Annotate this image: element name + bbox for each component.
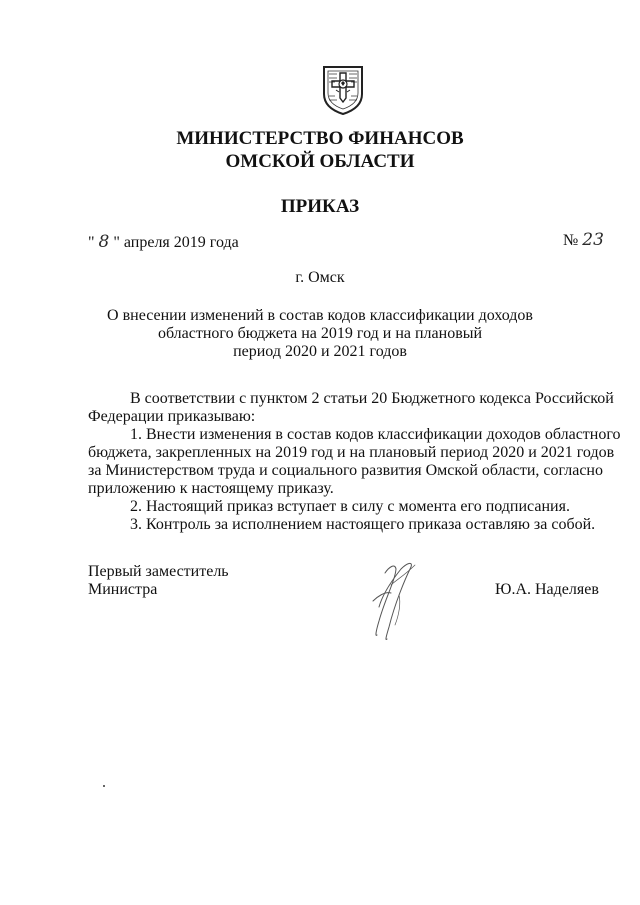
ministry-title-line2: ОМСКОЙ ОБЛАСТИ bbox=[225, 151, 415, 172]
order-date bbox=[88, 232, 239, 253]
order-title: ПРИКАЗ bbox=[280, 196, 360, 217]
coat-of-arms-icon bbox=[321, 64, 365, 116]
body-paragraph-line: В соответствии с пунктом 2 статьи 20 Бюджетного кодекса Российской bbox=[130, 390, 614, 407]
handwritten-signature-icon bbox=[355, 555, 435, 645]
subject-line3: период 2020 и 2021 годов bbox=[233, 343, 407, 360]
body-paragraph-line: бюджета, закрепленных на 2019 год и на плановый период 2020 и 2021 годов bbox=[88, 444, 615, 461]
body-paragraph-line: 3. Контроль за исполнением настоящего приказа оставляю за собой. bbox=[130, 516, 596, 533]
subject-line1: О внесении изменений в состав кодов классификации доходов bbox=[107, 307, 533, 324]
scan-speck bbox=[103, 785, 107, 788]
body-paragraph-line: приложению к настоящему приказу. bbox=[88, 480, 334, 497]
order-number bbox=[563, 230, 604, 251]
date-open-quote: " bbox=[88, 234, 95, 251]
signer-position-line2: Министра bbox=[88, 581, 158, 598]
date-day-handwritten: 8 bbox=[98, 232, 110, 252]
body-paragraph-line: Федерации приказываю: bbox=[88, 408, 256, 425]
ministry-title-line1: МИНИСТЕРСТВО ФИНАНСОВ bbox=[176, 128, 464, 149]
body-paragraph-line: 2. Настоящий приказ вступает в силу с момента его подписания. bbox=[130, 498, 570, 515]
number-prefix: № bbox=[563, 232, 579, 249]
number-handwritten: 23 bbox=[582, 230, 604, 250]
subject-line2: областного бюджета на 2019 год и на плановый bbox=[157, 325, 483, 342]
city: г. Омск bbox=[295, 269, 345, 286]
date-rest: " апреля 2019 года bbox=[113, 234, 239, 251]
body-paragraph-line: за Министерством труда и социального развития Омской области, согласно bbox=[88, 462, 603, 479]
signer-name: Ю.А. Наделяев bbox=[495, 581, 599, 598]
body-paragraph-line: 1. Внести изменения в состав кодов классификации доходов областного bbox=[130, 426, 621, 443]
signer-position-line1: Первый заместитель bbox=[88, 563, 229, 580]
